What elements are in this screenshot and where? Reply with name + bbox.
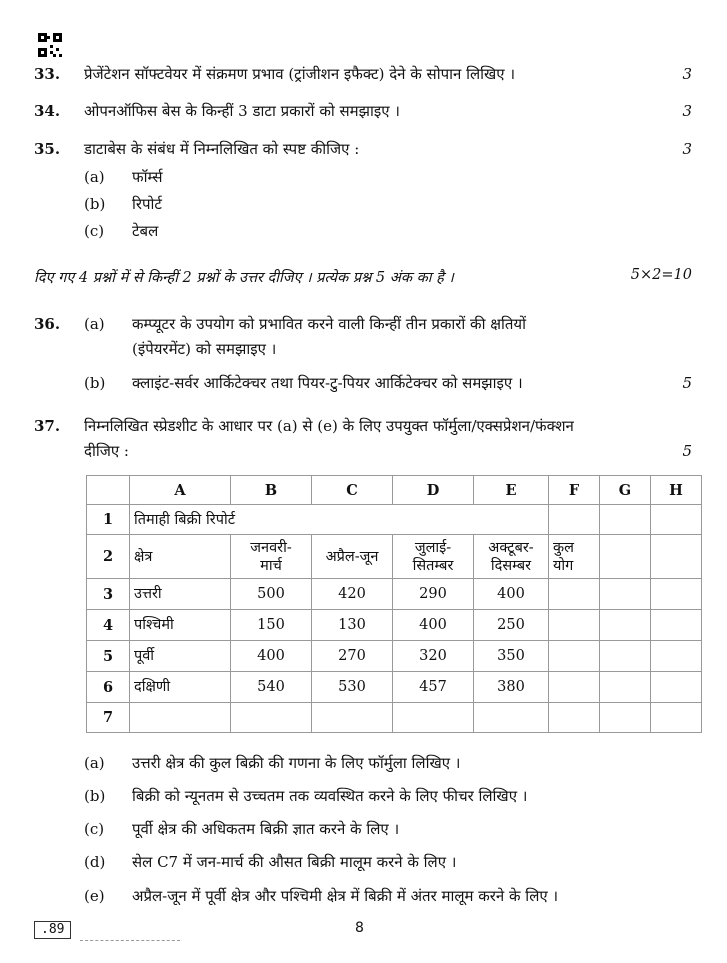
col-header: B xyxy=(231,476,312,505)
sub-text: रिपोर्ट xyxy=(132,195,162,213)
qr-code-icon xyxy=(38,33,62,57)
marks: 5 xyxy=(682,442,692,460)
row-number: 3 xyxy=(87,579,130,610)
row-number: 5 xyxy=(87,641,130,672)
sheet-cell: 350 xyxy=(474,641,549,672)
sheet-cell xyxy=(130,703,231,733)
sheet-cell: 457 xyxy=(393,672,474,703)
row-number: 7 xyxy=(87,703,130,733)
sub-text: फॉर्म्स xyxy=(132,168,163,186)
sub-label: (b) xyxy=(84,374,106,392)
section-instruction xyxy=(34,267,694,287)
marks: 3 xyxy=(682,102,692,120)
sheet-cell xyxy=(651,672,702,703)
sheet-cell: 150 xyxy=(231,610,312,641)
sheet-cell: अप्रैल-जून xyxy=(312,535,393,579)
col-header: F xyxy=(549,476,600,505)
sub-label: (c) xyxy=(84,820,105,838)
row-number: 4 xyxy=(87,610,130,641)
sub-label: (d) xyxy=(84,853,106,871)
question-number: 34. xyxy=(34,102,61,120)
sub-label: (a) xyxy=(84,315,105,333)
sheet-cell xyxy=(651,505,702,535)
col-header: C xyxy=(312,476,393,505)
question-number: 37. xyxy=(34,417,61,435)
sheet-cell: 400 xyxy=(393,610,474,641)
sub-label: (a) xyxy=(84,754,105,772)
sheet-cell: 250 xyxy=(474,610,549,641)
question-text: ओपनऑफिस बेस के किन्हीं 3 डाटा प्रकारों को समझाइए । xyxy=(84,102,400,120)
sheet-cell xyxy=(312,703,393,733)
row-number: 2 xyxy=(87,535,130,579)
sheet-cell: क्षेत्र xyxy=(130,535,231,579)
sheet-cell: 420 xyxy=(312,579,393,610)
sheet-cell: 130 xyxy=(312,610,393,641)
sheet-cell xyxy=(651,610,702,641)
sheet-row xyxy=(87,641,702,672)
sheet-cell: जनवरी- मार्च xyxy=(231,535,312,579)
sheet-cell: 270 xyxy=(312,641,393,672)
paper-code: .89 xyxy=(34,921,71,939)
sheet-cell: उत्तरी xyxy=(130,579,231,610)
question-number: 35. xyxy=(34,140,61,158)
sub-text: उत्तरी क्षेत्र की कुल बिक्री की गणना के लिए फॉर्मुला लिखिए । xyxy=(132,754,461,772)
spreadsheet-table xyxy=(86,475,702,733)
sheet-cell xyxy=(651,535,702,579)
sheet-row xyxy=(87,505,702,535)
row-number: 1 xyxy=(87,505,130,535)
sub-text: टेबल xyxy=(132,222,159,240)
sub-text: क्लाइंट-सर्वर आर्किटेक्चर तथा पियर-टु-पियर आर्किटेक्चर को समझाइए । xyxy=(132,374,523,392)
question-text: डाटाबेस के संबंध में निम्नलिखित को स्पष्ट कीजिए : xyxy=(84,140,360,158)
sub-text: सेल C7 में जन-मार्च की औसत बिक्री मालूम करने के लिए । xyxy=(132,853,457,871)
question-number: 36. xyxy=(34,315,61,333)
header-row xyxy=(87,476,702,505)
sheet-cell xyxy=(549,641,600,672)
sheet-cell xyxy=(231,703,312,733)
sheet-cell: तिमाही बिक्री रिपोर्ट xyxy=(130,505,549,535)
footer-rule xyxy=(80,940,180,941)
sheet-cell xyxy=(600,610,651,641)
sheet-cell: 400 xyxy=(474,579,549,610)
sheet-cell xyxy=(549,610,600,641)
sheet-cell xyxy=(549,505,600,535)
sheet-row xyxy=(87,535,702,579)
page-number: 8 xyxy=(355,920,364,936)
sheet-cell: पश्चिमी xyxy=(130,610,231,641)
sheet-cell xyxy=(651,703,702,733)
sub-text: (इंपेयरमेंट) को समझाइए । xyxy=(132,340,277,358)
col-header: E xyxy=(474,476,549,505)
sheet-cell: 400 xyxy=(231,641,312,672)
marks: 5×2=10 xyxy=(630,267,692,283)
marks: 5 xyxy=(682,374,692,392)
sheet-cell: 540 xyxy=(231,672,312,703)
sub-text: बिक्री को न्यूनतम से उच्चतम तक व्यवस्थित करने के लिए फीचर लिखिए । xyxy=(132,787,528,805)
sheet-cell xyxy=(600,505,651,535)
sheet-cell xyxy=(474,703,549,733)
sub-text: कम्प्यूटर के उपयोग को प्रभावित करने वाली किन्हीं तीन प्रकारों की क्षतियों xyxy=(132,315,527,333)
sheet-cell xyxy=(393,703,474,733)
sheet-cell: पूर्वी xyxy=(130,641,231,672)
col-header: G xyxy=(600,476,651,505)
sheet-cell xyxy=(600,579,651,610)
sheet-row xyxy=(87,610,702,641)
sheet-cell xyxy=(651,579,702,610)
sheet-cell: दक्षिणी xyxy=(130,672,231,703)
sheet-cell xyxy=(549,672,600,703)
sheet-cell xyxy=(600,535,651,579)
question-text: प्रेजेंटेशन सॉफ्टवेयर में संक्रमण प्रभाव (ट्रांजीशन इफैक्ट) देने के सोपान लिखिए । xyxy=(84,65,516,83)
row-number: 6 xyxy=(87,672,130,703)
sub-label: (c) xyxy=(84,222,105,240)
instruction-text: दिए गए 4 प्रश्नों में से किन्हीं 2 प्रश्नों के उत्तर दीजिए । प्रत्येक प्रश्न 5 अंक का है । xyxy=(34,270,454,286)
sheet-cell xyxy=(600,641,651,672)
corner-cell xyxy=(87,476,130,505)
sheet-row xyxy=(87,672,702,703)
question-text: दीजिए : xyxy=(84,442,129,460)
sheet-cell xyxy=(651,641,702,672)
marks: 3 xyxy=(682,140,692,158)
col-header: A xyxy=(130,476,231,505)
sheet-cell xyxy=(600,703,651,733)
question-text: निम्नलिखित स्प्रेडशीट के आधार पर (a) से (e) के लिए उपयुक्त फॉर्मुला/एक्सप्रेशन/फंक्शन xyxy=(84,417,574,435)
sheet-cell: कुल योग xyxy=(549,535,600,579)
sheet-cell xyxy=(549,579,600,610)
sheet-row xyxy=(87,703,702,733)
sheet-cell: 290 xyxy=(393,579,474,610)
sheet-cell: 530 xyxy=(312,672,393,703)
question-number: 33. xyxy=(34,65,61,83)
sheet-cell: 320 xyxy=(393,641,474,672)
sub-text: पूर्वी क्षेत्र की अधिकतम बिक्री ज्ञात करने के लिए । xyxy=(132,820,400,838)
sub-text: अप्रैल-जून में पूर्वी क्षेत्र और पश्चिमी क्षेत्र में बिक्री में अंतर मालूम करने के लिए । xyxy=(132,887,559,905)
marks: 3 xyxy=(682,65,692,83)
sheet-cell xyxy=(600,672,651,703)
sub-label: (e) xyxy=(84,887,105,905)
sub-label: (b) xyxy=(84,787,106,805)
sheet-row xyxy=(87,579,702,610)
sheet-cell: 500 xyxy=(231,579,312,610)
sheet-cell: जुलाई- सितम्बर xyxy=(393,535,474,579)
sub-label: (b) xyxy=(84,195,106,213)
sub-label: (a) xyxy=(84,168,105,186)
col-header: D xyxy=(393,476,474,505)
sheet-cell xyxy=(549,703,600,733)
col-header: H xyxy=(651,476,702,505)
sheet-cell: 380 xyxy=(474,672,549,703)
sheet-cell: अक्टूबर- दिसम्बर xyxy=(474,535,549,579)
